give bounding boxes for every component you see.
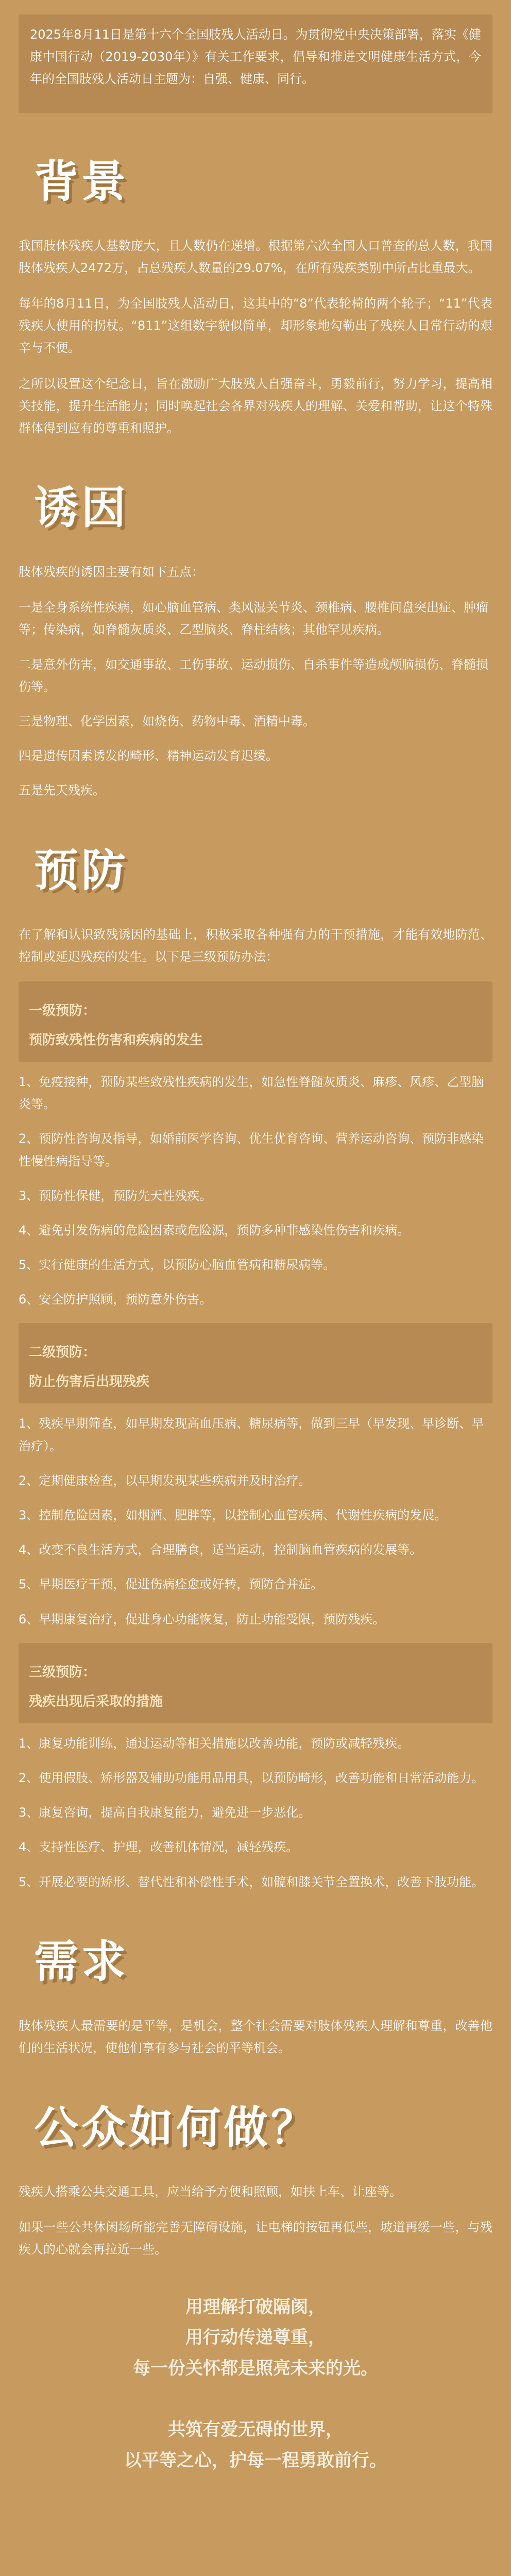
cause-item: 二是意外伤害，如交通事故、工伤事故、运动损伤、自杀事件等造成颅脑损伤、脊髓损伤等。: [19, 657, 488, 694]
closing-line-4: 共筑有爱无碍的世界，: [168, 2419, 343, 2441]
level-1-item: 4、避免引发伤病的危险因素或危险源，预防多种非感染性伤害和疾病。: [19, 1223, 410, 1238]
level-3-heading: 三级预防：: [29, 1664, 96, 1680]
closing-message: [19, 2292, 492, 2477]
cause-item: 三是物理、化学因素，如烧伤、药物中毒、酒精中毒。: [19, 714, 315, 728]
level-1-item: 6、安全防护照顾，预防意外伤害。: [19, 1292, 212, 1307]
closing-line-3: 每一份关怀都是照亮未来的光。: [133, 2358, 378, 2379]
intro-text: 2025年8月11日是第十六个全国肢残人活动日。为贯彻党中央决策部署，落实《健康中国行动（2019-2030年）》有关工作要求，倡导和推进文明健康生活方式，今年的全国肢残人活动日主题为：自强、健康、同行。: [30, 27, 481, 87]
section-title-public: 公众如何做？: [34, 2102, 318, 2154]
level-2-subheading: 防止伤害后出现残疾: [29, 1374, 150, 1390]
level-2-item: 4、改变不良生活方式，合理膳食，适当运动，控制脑血管疾病的发展等。: [19, 1543, 422, 1557]
level-3-item: 4、支持性医疗、护理，改善机体情况，减轻残疾。: [19, 1840, 299, 1855]
background-paragraph-2: 每年的8月11日，为全国肢残人活动日，这其中的“8”代表轮椅的两个轮子；“11”代表残疾人使用的拐杖。“811”这组数字貌似简单，却形象地勾勒出了残疾人日常行动的艰辛与不便。: [19, 296, 492, 355]
level-1-item: 5、实行健康的生活方式，以预防心脑血管病和糖尿病等。: [19, 1258, 336, 1273]
level-2-item: 5、早期医疗干预，促进伤病痊愈或好转，预防合并症。: [19, 1577, 323, 1592]
background-paragraph-1: 我国肢体残疾人基数庞大，且人数仍在递增。根据第六次全国人口普查的总人数，我国肢体残疾人2472万，占总残疾人数量的29.07%，在所有残疾类别中所占比重最大。: [19, 238, 492, 275]
level-3-subheading: 残疾出现后采取的措施: [29, 1693, 163, 1709]
level-1-item: 2、预防性咨询及指导，如婚前医学咨询、优生优育咨询、营养运动咨询、预防非感染性慢性病指导等。: [19, 1131, 484, 1168]
section-title-needs: 需求: [34, 1936, 129, 1988]
public-paragraph-2: 如果一些公共休闲场所能完善无障碍设施，让电梯的按钮再低些，坡道再缓一些，与残疾人的心就会再拉近一些。: [19, 2220, 492, 2257]
cause-item: 五是先天残疾。: [19, 783, 105, 798]
level-1-subheading: 预防致残性伤害和疾病的发生: [29, 1032, 203, 1048]
section-prevention: [19, 844, 492, 1893]
closing-line-1: 用理解打破隔阂，: [185, 2296, 326, 2317]
section-needs: [19, 1936, 492, 2059]
needs-paragraph: 肢体残疾人最需要的是平等，是机会，整个社会需要对肢体残疾人理解和尊重，改善他们的生活状况，使他们享有参与社会的平等机会。: [19, 2018, 492, 2055]
level-1-heading: 一级预防：: [29, 1003, 96, 1019]
prevention-level-1: [19, 981, 492, 1062]
closing-line-2: 用行动传递尊重，: [185, 2327, 326, 2348]
intro-paragraph: [19, 14, 492, 113]
background-paragraph-3: 之所以设置这个纪念日，旨在激励广大肢残人自强奋斗，勇毅前行，努力学习，提高相关技能，提升生活能力；同时唤起社会各界对残疾人的理解、关爱和帮助，让这个特殊群体得到应有的尊重和照护。: [19, 376, 492, 435]
level-3-item: 2、使用假肢、矫形器及辅助功能用品用具，以预防畸形，改善功能和日常活动能力。: [19, 1770, 484, 1785]
cause-item: 四是遗传因素诱发的畸形、精神运动发育迟缓。: [19, 749, 278, 764]
level-3-item: 1、康复功能训练，通过运动等相关措施以改善功能，预防或减轻残疾。: [19, 1736, 410, 1751]
prevention-level-2: [19, 1323, 492, 1403]
section-public: [19, 2102, 492, 2261]
prevention-intro: 在了解和认识致残诱因的基础上，积极采取各种强有力的干预措施，才能有效地防范、控制或延迟残疾的发生。以下是三级预防办法：: [19, 927, 492, 964]
causes-intro: 肢体残疾的诱因主要有如下五点：: [19, 565, 204, 580]
level-2-heading: 二级预防：: [29, 1345, 96, 1361]
section-title-prevention: 预防: [34, 844, 129, 896]
closing-gap: [19, 2384, 492, 2415]
section-title-background: 背景: [34, 156, 129, 208]
level-2-item: 2、定期健康检查，以早期发现某些疾病并及时治疗。: [19, 1473, 311, 1488]
section-title-causes: 诱因: [34, 482, 129, 534]
closing-line-5: 以平等之心，护每一程勇敢前行。: [124, 2450, 387, 2471]
public-paragraph-1: 残疾人搭乘公共交通工具，应当给予方便和照顾，如扶上车、让座等。: [19, 2184, 402, 2199]
level-3-item: 5、开展必要的矫形、替代性和补偿性手术，如髋和膝关节全置换术，改善下肢功能。: [19, 1874, 484, 1889]
prevention-level-3: [19, 1643, 492, 1723]
level-2-item: 1、残疾早期筛查，如早期发现高血压病、糖尿病等，做到三早（早发现、早诊断、早治疗）。: [19, 1416, 484, 1453]
level-1-item: 3、预防性保健，预防先天性残疾。: [19, 1188, 212, 1203]
section-causes: [19, 482, 492, 802]
section-background: [19, 156, 492, 440]
level-2-item: 3、控制危险因素，如烟酒、肥胖等，以控制心血管疾病、代谢性疾病的发展。: [19, 1508, 447, 1522]
level-2-item: 6、早期康复治疗，促进身心功能恢复，防止功能受限，预防残疾。: [19, 1612, 385, 1626]
level-1-item: 1、免疫接种，预防某些致残性疾病的发生，如急性脊髓灰质炎、麻疹、风疹、乙型脑炎等。: [19, 1074, 484, 1112]
cause-item: 一是全身系统性疾病，如心脑血管病、类风湿关节炎、颈椎病、腰椎间盘突出症、肿瘤等；传染病，如脊髓灰质炎、乙型脑炎、脊柱结核；其他罕见疾病。: [19, 600, 488, 637]
level-3-item: 3、康复咨询，提高自我康复能力，避免进一步恶化。: [19, 1805, 311, 1820]
